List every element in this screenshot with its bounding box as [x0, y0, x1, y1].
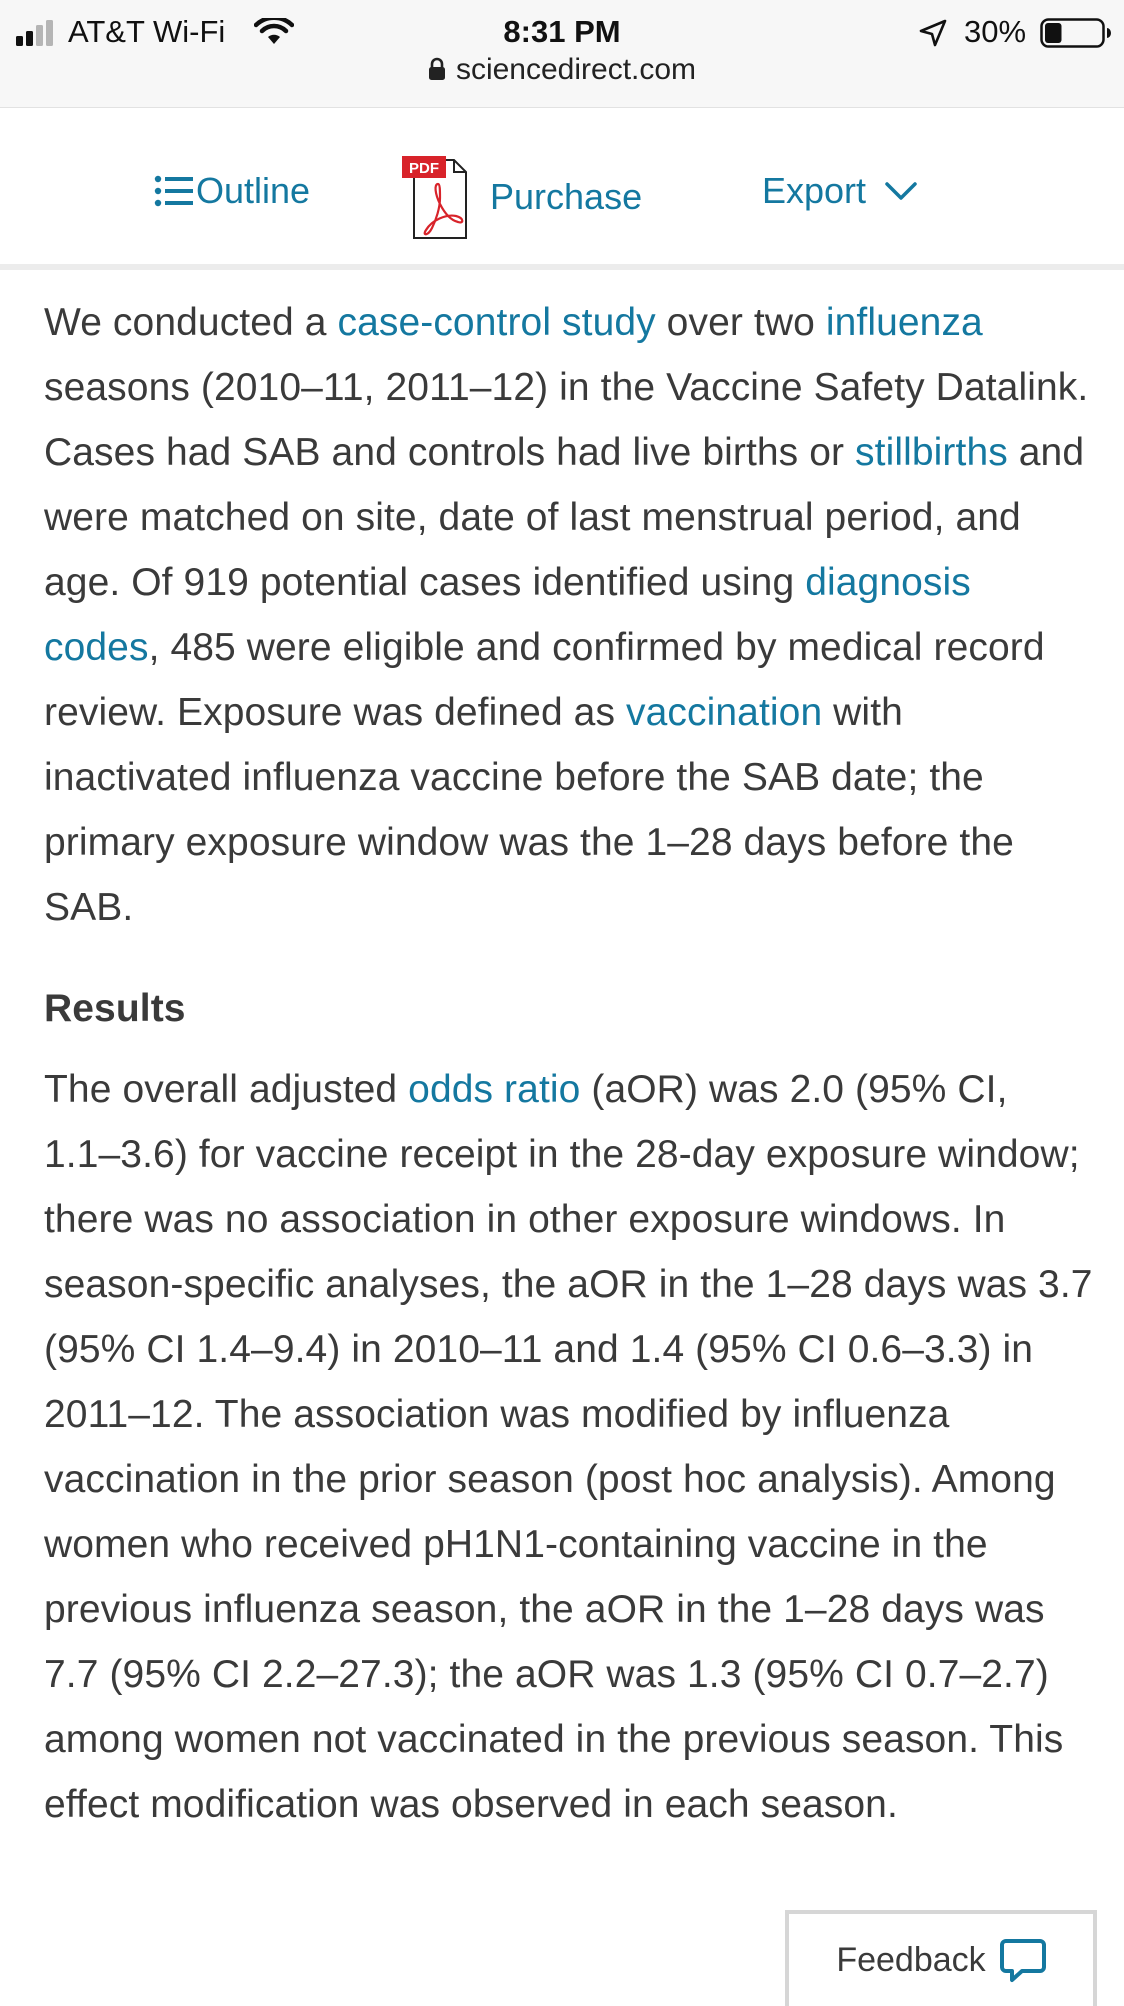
battery-icon: [1040, 18, 1112, 48]
pdf-file-icon: [402, 154, 470, 240]
link-odds-ratio[interactable]: odds ratio: [408, 1068, 581, 1111]
link-stillbirths[interactable]: stillbirths: [855, 431, 1008, 474]
speech-bubble-icon: [1000, 1937, 1046, 1983]
link-vaccination[interactable]: vaccination: [626, 691, 823, 734]
link-case-control-study[interactable]: case-control study: [337, 301, 656, 344]
text-span: The overall adjusted: [44, 1068, 409, 1111]
feedback-button[interactable]: [785, 1910, 1097, 2006]
list-icon: [154, 174, 194, 208]
url-text: sciencedirect.com: [455, 53, 697, 86]
text-span: seasons (2010–11, 2011–12) in the Vaccine Safety Datalink. Cases had SAB and controls had live births or: [44, 366, 1089, 474]
feedback-label: Feedback: [836, 1940, 986, 1979]
carrier-name: AT&T Wi-Fi: [68, 14, 226, 49]
outline-label: Outline: [196, 170, 311, 211]
text-span: , 485 were eligible and confirmed by medical record review. Exposure was defined as: [44, 626, 1045, 734]
pdf-badge-text: PDF: [409, 160, 439, 177]
results-heading: Results: [44, 987, 186, 1030]
chevron-down-icon: [884, 180, 918, 202]
link-diagnosis-codes[interactable]: diagnosis codes: [44, 561, 971, 669]
location-arrow-icon: [918, 18, 948, 48]
link-influenza[interactable]: influenza: [825, 301, 983, 344]
article-body: [44, 290, 1094, 1837]
address-bar[interactable]: [0, 53, 1124, 93]
text-span: and were matched on site, date of last menstrual period, and age. Of 919 potential cases identified using: [44, 431, 1085, 604]
results-paragraph: [44, 1057, 1094, 1837]
status-row: [0, 6, 1124, 50]
text-span: with inactivated influenza vaccine before the SAB date; the primary exposure window was the 1–28 days before the SAB.: [44, 691, 1014, 929]
export-label: Export: [762, 170, 867, 211]
lock-icon: [428, 57, 446, 81]
browser-status-bar: [0, 0, 1124, 108]
purchase-label: Purchase: [490, 176, 643, 217]
article-toolbar: [0, 108, 1124, 270]
text-span: We conducted a: [44, 301, 338, 344]
status-time: 8:31 PM: [503, 14, 621, 49]
text-span: (aOR) was 2.0 (95% CI, 1.1–3.6) for vaccine receipt in the 28-day exposure window; there was no association in other exposure windows. In season-specific analyses, the aOR in the 1–28 days was 3.7 (95% CI 1.4–9.4) in 2010–11 and 1.4 (95% CI 0.6–3.3) in 2011–12. The association was modified by influenza vaccination in the prior season (post hoc analysis). Among women who received pH1N1-containing vaccine in the previous influenza season, the aOR in the 1–28 days was 7.7 (95% CI 2.2–27.3); the aOR was 1.3 (95% CI 0.7–2.7) among women not vaccinated in the previous season. This effect modification was observed in each season.: [44, 1068, 1093, 1826]
purchase-pdf-button[interactable]: [402, 154, 642, 240]
battery-percent: 30%: [964, 14, 1027, 49]
methods-paragraph: [44, 290, 1094, 940]
text-span: over two: [655, 301, 826, 344]
outline-button[interactable]: [154, 170, 310, 212]
export-dropdown[interactable]: [762, 170, 918, 212]
